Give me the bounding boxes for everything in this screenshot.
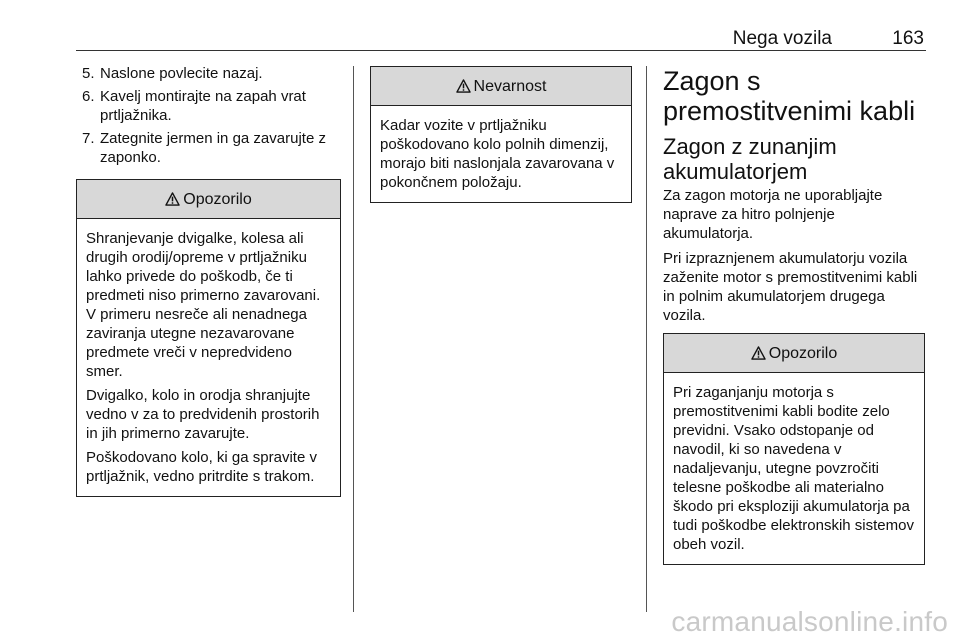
steps-list	[76, 64, 341, 167]
warning-box-header	[664, 334, 924, 373]
warning-box-body	[664, 373, 924, 564]
danger-title: Nevarnost	[473, 77, 547, 95]
danger-box	[370, 66, 632, 203]
right-column	[663, 64, 925, 565]
middle-column	[370, 64, 632, 203]
warning-paragraph: Shranjevanje dvigalke, kolesa ali drugih orodij/opreme v prtljažniku lahko privede do poškodb, če ti predmeti niso primerno zavarovani. V primeru nesreče ali nenadnega zaviranja utegne nezavarovane predmete vreči v nepredvideno smer.	[86, 230, 321, 380]
danger-paragraph: Kadar vozite v prtljažniku poškodovano kolo polnih dimenzij, morajo biti naslonjala zavarovana v pokončnem položaju.	[380, 117, 615, 191]
warning-paragraph: Dvigalko, kolo in orodja shranjujte vedno v za to predvidenih prostorih in jih primerno zavarujte.	[86, 387, 320, 442]
warning-box-body	[77, 219, 340, 496]
section-heading: Zagon s premostitvenimi kabli	[663, 66, 916, 126]
page-number: 163	[892, 28, 924, 49]
warning-paragraph: Pri zaganjanju motorja s premostitvenimi kabli bodite zelo previdni. Vsako odstopanje od navodil, ki so navedena v nadaljevanju, utegne povzročiti telesne poškodbe ali materialno škodo pri eksploziji akumulatorja pa tudi poškodbe elektronskih sistemov obeh vozil.	[673, 384, 914, 553]
section-title: Nega vozila	[732, 28, 832, 49]
left-column	[76, 64, 341, 497]
body-paragraph: Pri izpraznjenem akumulatorju vozila zaženite motor s premostitvenimi kabli in polnim akumulatorjem drugega vozila.	[663, 250, 918, 324]
warning-box-header	[77, 180, 340, 219]
page-header	[78, 28, 924, 50]
subsection-heading: Zagon z zunanjim akumulatorjem	[663, 134, 837, 184]
warning-title: Opozorilo	[183, 190, 252, 208]
list-item: 6. Kavelj montirajte na zapah vrat prtljažnika.	[82, 88, 306, 124]
warning-box	[76, 179, 341, 497]
column-divider	[353, 66, 354, 612]
danger-box-header	[371, 67, 631, 106]
warning-box	[663, 333, 925, 565]
watermark: carmanualsonline.info	[671, 606, 948, 637]
column-divider	[646, 66, 647, 612]
warning-triangle-icon	[751, 346, 766, 360]
header-rule	[76, 50, 926, 51]
warning-paragraph: Poškodovano kolo, ki ga spravite v prtljažnik, vedno pritrdite s trakom.	[86, 449, 317, 485]
list-item: 7. Zategnite jermen in ga zavarujte z zaponko.	[82, 130, 326, 166]
warning-title: Opozorilo	[768, 344, 838, 362]
warning-triangle-icon	[165, 192, 180, 206]
body-paragraph: Za zagon motorja ne uporabljajte naprave za hitro polnjenje akumulatorja.	[663, 187, 883, 242]
list-item: 5. Naslone povlecite nazaj.	[82, 65, 263, 82]
warning-triangle-icon	[456, 79, 471, 93]
danger-box-body	[371, 106, 631, 202]
